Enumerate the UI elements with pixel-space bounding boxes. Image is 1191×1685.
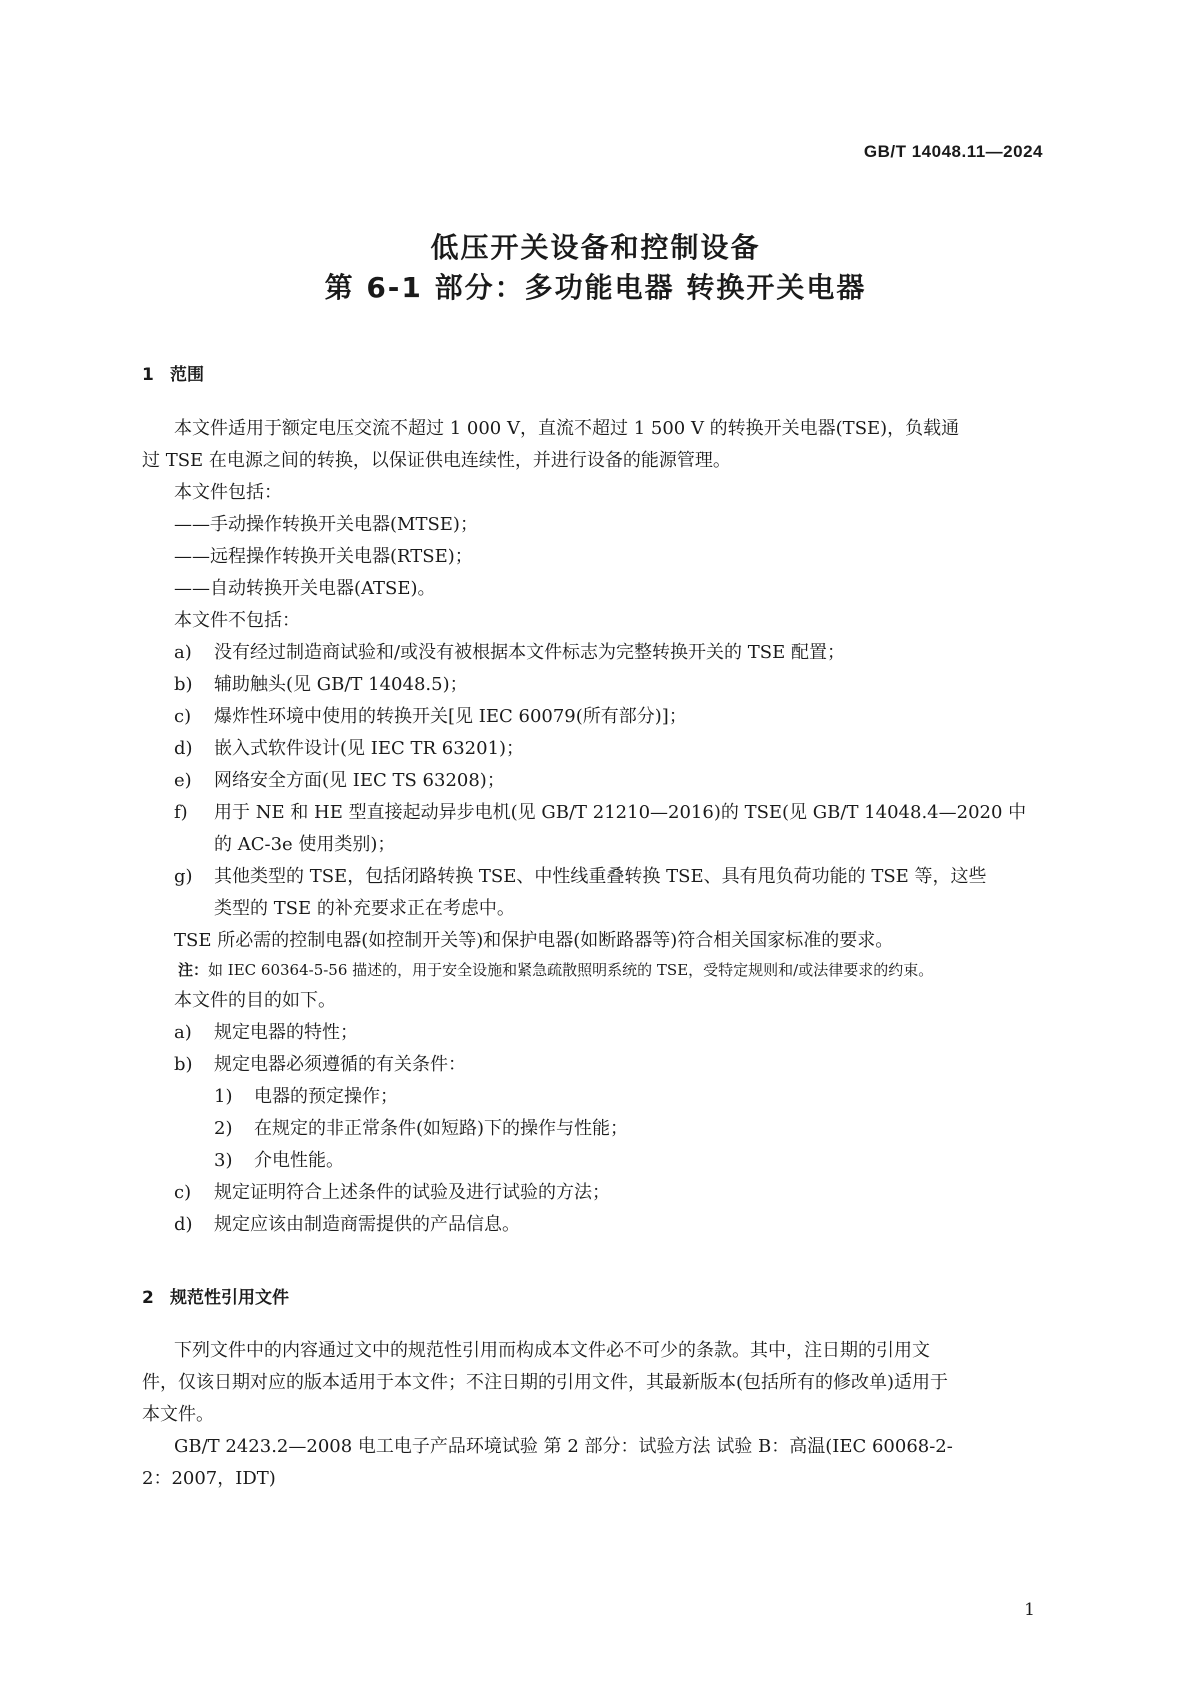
item-text: 在规定的非正常条件(如短路)下的操作与性能；: [254, 1118, 629, 1139]
section-2-heading: [142, 1283, 289, 1308]
item-text: 规定电器必须遵循的有关条件：: [214, 1054, 466, 1075]
item-text: 电器的预定操作；: [254, 1086, 398, 1107]
references-paragraph-line1: 下列文件中的内容通过文中的规范性引用而构成本文件必不可少的条款。其中，注日期的引用文: [174, 1340, 930, 1361]
item-label: a): [174, 1022, 192, 1043]
references-paragraph-line2: 件，仅该日期对应的版本适用于本文件；不注日期的引用文件，其最新版本(包括所有的修改单)适用于: [142, 1372, 949, 1393]
item-label: 1): [214, 1086, 233, 1107]
item-label: f): [174, 802, 188, 823]
list-item: [174, 1177, 610, 1209]
item-label: 2): [214, 1118, 233, 1139]
list-item-continuation: 的 AC-3e 使用类别)；: [214, 834, 396, 855]
item-label: c): [174, 706, 192, 727]
list-item-continuation: 类型的 TSE 的补充要求正在考虑中。: [214, 898, 515, 919]
list-item: [174, 861, 987, 893]
list-item: [174, 669, 468, 701]
list-item: ——手动操作转换开关电器(MTSE)；: [174, 514, 478, 535]
excludes-label: 本文件不包括：: [174, 610, 300, 631]
item-label: b): [174, 674, 193, 695]
item-label: a): [174, 642, 192, 663]
item-label: c): [174, 1182, 192, 1203]
page-title-line1: 低压开关设备和控制设备: [430, 231, 761, 264]
list-item: [174, 765, 505, 797]
page-number: 1: [1024, 1600, 1035, 1620]
list-item: [174, 1049, 466, 1081]
item-label: 3): [214, 1150, 233, 1171]
list-item: [174, 733, 524, 765]
purpose-label: 本文件的目的如下。: [174, 990, 336, 1011]
list-item: ——自动转换开关电器(ATSE)。: [174, 578, 436, 599]
includes-label: 本文件包括：: [174, 482, 282, 503]
note-label: 注：: [178, 961, 209, 979]
list-item: [174, 701, 687, 733]
item-label: d): [174, 738, 193, 759]
references-paragraph-line3: 本文件。: [142, 1404, 214, 1425]
item-text: 爆炸性环境中使用的转换开关[见 IEC 60079(所有部分)]；: [214, 706, 687, 727]
reference-entry-line2: 2：2007，IDT): [142, 1468, 276, 1489]
item-text: 嵌入式软件设计(见 IEC TR 63201)；: [214, 738, 525, 759]
section-title: 规范性引用文件: [170, 1288, 289, 1308]
item-text: 没有经过制造商试验和/或没有被根据本文件标志为完整转换开关的 TSE 配置；: [214, 642, 845, 663]
item-text: 辅助触头(见 GB/T 14048.5)；: [214, 674, 468, 695]
sub-list-item: [214, 1113, 628, 1145]
note: [178, 959, 933, 980]
reference-entry-line1: GB/T 2423.2—2008 电工电子产品环境试验 第 2 部分：试验方法 试验 B：高温(IEC 60068-2-: [174, 1436, 953, 1457]
item-text: 其他类型的 TSE，包括闭路转换 TSE、中性线重叠转换 TSE、具有甩负荷功能的 TSE 等，这些: [214, 866, 987, 887]
item-label: b): [174, 1054, 193, 1075]
item-text: 规定电器的特性；: [214, 1022, 358, 1043]
item-text: 介电性能。: [254, 1150, 344, 1171]
scope-paragraph-line1: 本文件适用于额定电压交流不超过 1 000 V，直流不超过 1 500 V 的转换开关电器(TSE)，负载通: [174, 418, 960, 439]
item-text: 用于 NE 和 HE 型直接起动异步电机(见 GB/T 21210—2016)的 TSE(见 GB/T 14048.4—2020 中: [214, 802, 1027, 823]
list-item: [174, 797, 1026, 829]
item-text: 规定证明符合上述条件的试验及进行试验的方法；: [214, 1182, 610, 1203]
item-label: e): [174, 770, 192, 791]
section-number: 1: [142, 365, 154, 385]
list-item: ——远程操作转换开关电器(RTSE)；: [174, 546, 473, 567]
item-label: d): [174, 1214, 193, 1235]
item-text: 规定应该由制造商需提供的产品信息。: [214, 1214, 520, 1235]
list-item: [174, 1017, 358, 1049]
scope-paragraph-line2: 过 TSE 在电源之间的转换，以保证供电连续性，并进行设备的能源管理。: [142, 450, 731, 471]
list-item: [174, 1209, 520, 1241]
page-title-line2: 第 6-1 部分：多功能电器 转换开关电器: [324, 271, 867, 304]
list-item: [174, 637, 845, 669]
control-requirements: TSE 所必需的控制电器(如控制开关等)和保护电器(如断路器等)符合相关国家标准的要求。: [174, 930, 894, 951]
section-title: 范围: [170, 365, 204, 385]
note-text: 如 IEC 60364-5-56 描述的，用于安全设施和紧急疏散照明系统的 TSE，受特定规则和/或法律要求的约束。: [208, 961, 934, 979]
sub-list-item: [214, 1145, 344, 1177]
item-text: 网络安全方面(见 IEC TS 63208)；: [214, 770, 505, 791]
section-1-heading: [142, 360, 204, 385]
sub-list-item: [214, 1081, 398, 1113]
item-label: g): [174, 866, 193, 887]
document-id: GB/T 14048.11—2024: [863, 142, 1043, 161]
section-number: 2: [142, 1288, 154, 1308]
